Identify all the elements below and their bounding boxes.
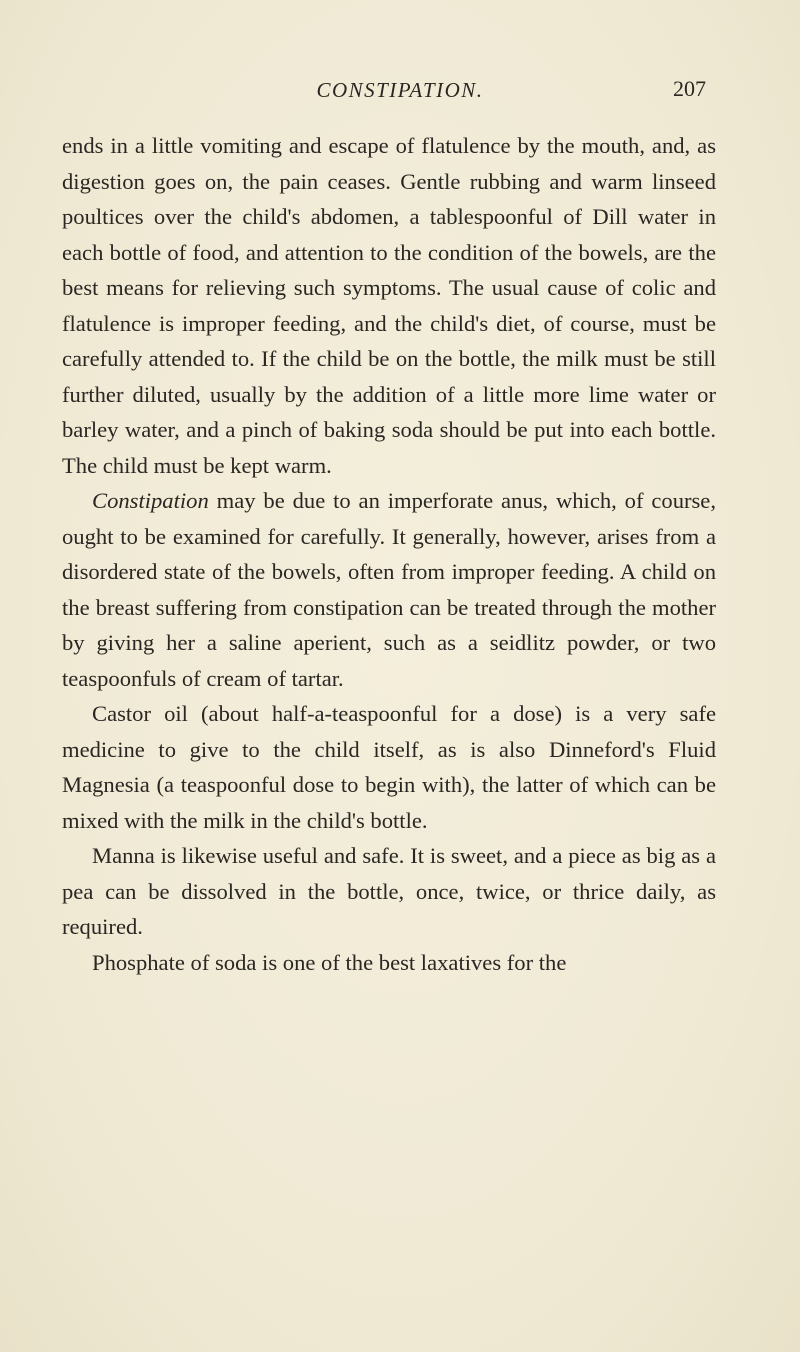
running-title: CONSTIPATION. xyxy=(316,78,484,102)
paragraph-phosphate xyxy=(62,945,716,981)
paragraph-text: ends in a little vomiting and escape of flatulence by the mouth, and, as digestion goes on, the pain ceases. Gentle rubbing and warm linseed poultices over the child's abdomen, a tablespoonful of Dill water in each bottle of food, and attention to the condition of the bowels, are the best means for relieving such symptoms. The usual cause of colic and flatulence is improper feeding, and the child's diet, of course, must be carefully attended to. If the child be on the bottle, the milk must be still further diluted, usually by the addition of a little more lime water or barley water, and a pinch of baking soda should be put into each bottle. The child must be kept warm. xyxy=(62,133,716,478)
paragraph-manna xyxy=(62,838,716,945)
page-header xyxy=(60,74,740,114)
section-lead-word: Constipation xyxy=(92,488,209,513)
paragraph-text: Manna is likewise useful and safe. It is sweet, and a piece as big as a pea can be dissolved in the bottle, once, twice, or thrice daily, as required. xyxy=(62,843,716,939)
page-number: 207 xyxy=(673,76,706,101)
body-text xyxy=(62,128,716,980)
paragraph-text: Castor oil (about half-a-teaspoonful for a dose) is a very safe medicine to give to the child itself, as is also Dinneford's Fluid Magnesia (a teaspoonful dose to begin with), the latter of which can be mixed with the milk in the child's bottle. xyxy=(62,701,716,833)
paragraph-castor-oil xyxy=(62,696,716,838)
paragraph-constipation xyxy=(62,483,716,696)
paragraph-text: Phosphate of soda is one of the best laxatives for the xyxy=(92,949,567,975)
paragraph-text: may be due to an imperforate anus, which, of course, ought to be examined for carefully. It generally, however, arises from a disordered state of the bowels, often from improper feeding. A child on the breast suffering from constipation can be treated through the mother by giving her a saline aperient, such as a seidlitz powder, or two teaspoonfuls of cream of tartar. xyxy=(62,488,716,691)
paragraph-continuation xyxy=(62,128,716,483)
